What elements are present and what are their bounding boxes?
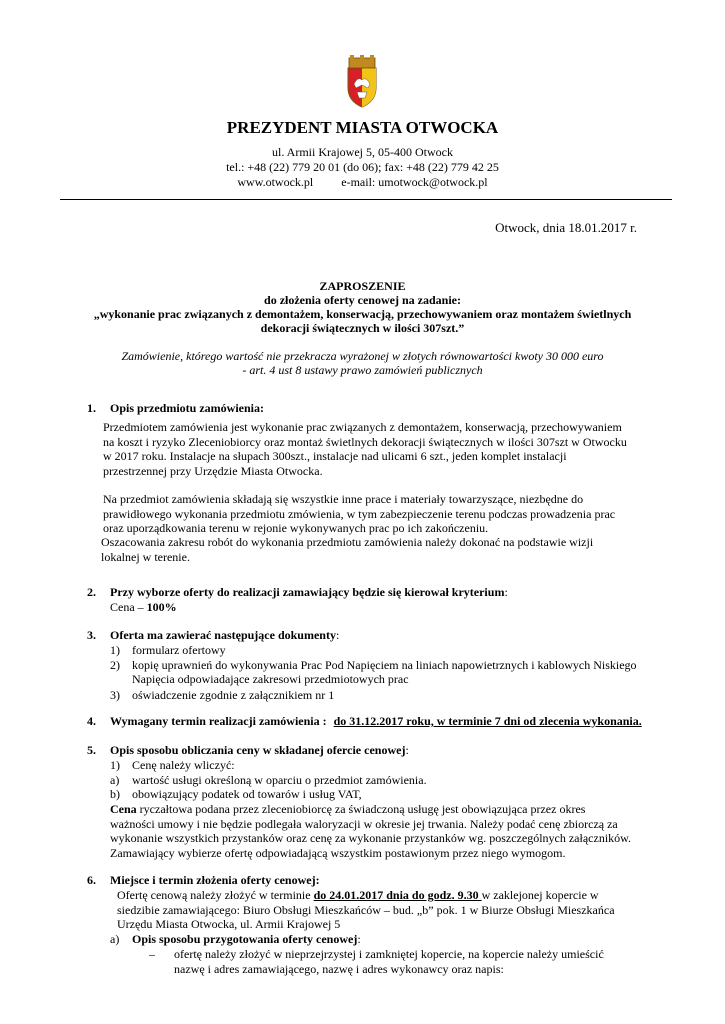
colon: : — [335, 628, 340, 642]
letterhead-title: PREZYDENT MIASTA OTWOCKA — [226, 118, 499, 137]
text-line: w 2017 roku. Instalacje na słupach 300szt., instalacje nad ulicami 6 szt., jeden komplet instalacji — [103, 449, 567, 464]
section-2-title — [110, 585, 508, 600]
text-line: Na przedmiot zamówienia składają się wszystkie inne prace i materiały towarzyszące, niezbędne do — [103, 492, 584, 506]
text-line: Oszacowania zakresu robót do wykonania przedmiotu zamówienia należy dokonać na podstawie wizji — [101, 535, 594, 549]
section-1-number: 1. — [87, 401, 96, 415]
item-number: 2) — [110, 658, 120, 672]
item-number: 3) — [110, 688, 120, 702]
text-line: oraz uporządkowania terenu w rejonie wykonywanych prac po ich zakończeniu. — [103, 521, 489, 536]
price-label: Cena — [110, 802, 137, 816]
letterhead-email-link[interactable]: e-mail: umotwock@otwock.pl — [341, 175, 488, 189]
section-1-paragraph-1 — [103, 420, 643, 478]
section-1-paragraph-2 — [103, 492, 639, 536]
item-text: oświadczenie zgodnie z załącznikiem nr 1 — [132, 688, 335, 702]
text-line: siedzibie zamawiającego: Biuro Obsługi Mieszkańców – bud. „b” pok. 1 w Biurze Obsługi Mieszkańca — [117, 902, 615, 917]
section-2-number: 2. — [87, 585, 96, 599]
item-letter: a) — [110, 932, 120, 946]
invitation-task-line1: „wykonanie prac związanych z demontażem, konserwacją, przechowywaniem oraz montażem świetlnych — [93, 307, 632, 321]
section-5-item-b — [110, 787, 362, 802]
section-3-title-text: Oferta ma zawierać następujące dokumenty — [110, 628, 336, 642]
date-line: Otwock, dnia 18.01.2017 r. — [495, 220, 637, 235]
text-line: Przedmiotem zamówienia jest wykonanie prac związanych z demontażem, konserwacją, przechowywaniem — [103, 420, 622, 434]
section-5-price-paragraph — [110, 802, 638, 860]
city-crest-logo — [343, 54, 381, 108]
section-1-paragraph-3 — [101, 535, 637, 564]
text-line: nazwę i adres zamawiającego, nazwę i adres wykonawcy oraz napis: — [174, 961, 504, 976]
section-6-item-a — [110, 932, 361, 947]
invitation-title: ZAPROSZENIE — [319, 279, 406, 293]
criterion-value: 100% — [146, 600, 177, 614]
text-segment: Ofertę cenową należy złożyć w terminie — [117, 888, 314, 902]
invitation-line1: do złożenia oferty cenowej na zadanie: — [264, 293, 461, 307]
section-2-title-text: Przy wyborze oferty do realizacji zamawiający będzie się kierował kryterium — [110, 585, 505, 599]
section-3-item-3 — [110, 688, 334, 703]
item-text: obowiązujący podatek od towarów i usług VAT, — [132, 787, 362, 801]
text-segment: w zaklejonej kopercie w — [481, 888, 599, 902]
letterhead-address: ul. Armii Krajowej 5, 05-400 Otwock — [272, 145, 453, 159]
text-line: ofertę należy złożyć w nieprzejrzystej i zamkniętej kopercie, na kopercie należy umieścić — [174, 947, 604, 961]
section-5-title — [110, 743, 409, 758]
colon: : — [504, 585, 508, 599]
text-line: ważności umowy i nie będzie podlegała waloryzacji w okresie jej trwania. Należy podać cenę zbiorczą za — [110, 816, 618, 831]
item-text: formularz ofertowy — [132, 643, 226, 657]
item-number: 1) — [110, 643, 120, 657]
section-5-title-text: Opis sposobu obliczania ceny w składanej ofercie cenowej — [110, 743, 406, 757]
section-5-item-a — [110, 773, 427, 788]
item-text: Cenę należy wliczyć: — [132, 758, 235, 772]
text-line: wykonanie wszystkich przystanków oraz cenę za wykonanie przystanków wg. poszczególnych załączników. — [110, 831, 632, 846]
item-text: kopię uprawnień do wykonywania Prac Pod Napięciem na liniach napowietrznych i kablowych Niskiego — [132, 658, 637, 672]
section-6-deadline: do 24.01.2017 dnia do godz. 9.30 — [313, 888, 482, 902]
colon: : — [357, 932, 361, 946]
section-5-number: 5. — [87, 743, 96, 757]
text-line: prawidłowego wykonania przedmiotu zmówienia, w tym zabezpieczenie terenu podczas prowadzenia prac — [103, 506, 616, 521]
section-5-item-1 — [110, 758, 235, 773]
section-3-item-2 — [110, 658, 637, 673]
text-line: lokalnej w terenie. — [101, 549, 190, 564]
section-6-dash-item — [174, 947, 638, 976]
letterhead-web-link[interactable]: www.otwock.pl — [237, 175, 314, 189]
invitation-note-line1: Zamówienie, którego wartość nie przekracza wyrażonej w złotych równowartości kwoty 30 000 euro — [121, 349, 604, 363]
item-letter: a) — [110, 773, 120, 787]
section-6-paragraph — [117, 888, 639, 932]
item-text: wartość usługi określoną w oparciu o przedmiot zamówienia. — [132, 773, 427, 787]
letterhead-contact — [0, 175, 725, 190]
section-2-criterion — [110, 600, 177, 615]
item-number: 1) — [110, 758, 120, 772]
item-title: Opis sposobu przygotowania oferty cenowej — [132, 932, 358, 946]
colon: : — [405, 743, 409, 757]
invitation-note-line2: - art. 4 ust 8 ustawy prawo zamówień publicznych — [242, 363, 483, 377]
section-3-title — [110, 628, 339, 643]
text-line: ryczałtowa podana przez zleceniobiorcę za świadczoną usługę jest obowiązująca przez okres — [136, 802, 586, 816]
section-3-item-1 — [110, 643, 226, 658]
section-4-title-text: Wymagany termin realizacji zamówienia : — [110, 714, 327, 728]
text-line: na koszt i ryzyko Zleceniobiorcy oraz montaż świetlnych dekoracji świątecznych w ilości 307szt w Otwocku — [103, 434, 627, 449]
section-4-deadline: do 31.12.2017 roku, w terminie 7 dni od zlecenia wykonania. — [333, 714, 642, 728]
section-6-number: 6. — [87, 873, 96, 887]
item-letter: b) — [110, 787, 120, 801]
dash-bullet: – — [149, 947, 155, 961]
section-6-title: Miejsce i termin złożenia oferty cenowej: — [110, 873, 320, 887]
section-3-number: 3. — [87, 628, 96, 642]
section-1-title: Opis przedmiotu zamówienia: — [110, 401, 264, 415]
invitation-task-line2: dekoracji świątecznych w ilości 307szt.” — [260, 321, 465, 335]
letterhead-divider — [60, 199, 672, 200]
letterhead-phone: tel.: +48 (22) 779 20 01 (do 06); fax: +48 (22) 779 42 25 — [226, 160, 499, 174]
section-4-number: 4. — [87, 714, 96, 728]
section-4-title — [110, 714, 642, 729]
text-line: przestrzennej przy Urzędzie Miasta Otwocka. — [103, 463, 323, 478]
text-line: Urzędu Miasta Otwocka, ul. Armii Krajowej 5 — [117, 917, 341, 932]
text-line: Zamawiający wybierze ofertę odpowiadającą wszystkim postawionym przez niego wymogom. — [110, 845, 566, 860]
criterion-label: Cena – — [110, 600, 147, 614]
section-3-item-2-cont: Napięcia odpowiadające zakresowi przedmiotowych prac — [132, 672, 409, 686]
